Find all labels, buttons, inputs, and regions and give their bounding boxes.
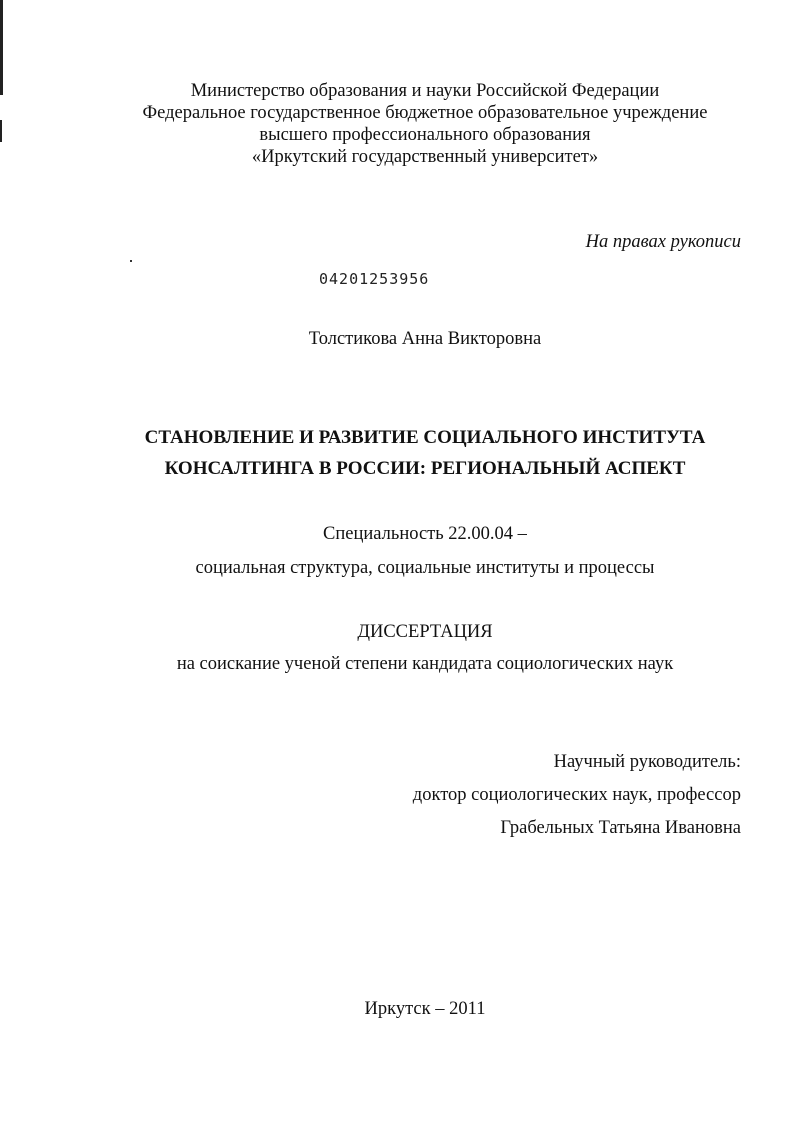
author-name: Толстикова Анна Викторовна [308, 329, 542, 349]
specialty-code: Специальность 22.00.04 – [323, 524, 527, 544]
title-line-1: СТАНОВЛЕНИЕ И РАЗВИТИЕ СОЦИАЛЬНОГО ИНСТИТУТА [144, 427, 706, 448]
registration-number-stamp: 04201253956 [319, 270, 430, 288]
title-line-2: КОНСАЛТИНГА В РОССИИ: РЕГИОНАЛЬНЫЙ АСПЕКТ [164, 458, 686, 479]
supervisor-label: Научный руководитель: [553, 752, 741, 772]
scan-dot [130, 260, 132, 262]
supervisor-degree: доктор социологических наук, профессор [412, 785, 741, 805]
institution-type-line: Федеральное государственное бюджетное образовательное учреждение [142, 103, 708, 123]
degree-line: на соискание ученой степени кандидата социологических наук [176, 654, 674, 674]
university-line: «Иркутский государственный университет» [251, 147, 599, 167]
city-year: Иркутск – 2011 [364, 999, 486, 1019]
work-type-label: ДИССЕРТАЦИЯ [357, 622, 493, 642]
education-level-line: высшего профессионального образования [259, 125, 591, 145]
ministry-line: Министерство образования и науки Российской Федерации [190, 81, 660, 101]
supervisor-name: Грабельных Татьяна Ивановна [500, 818, 741, 838]
specialty-name: социальная структура, социальные институты и процессы [195, 558, 655, 578]
manuscript-note: На правах рукописи [585, 232, 741, 252]
